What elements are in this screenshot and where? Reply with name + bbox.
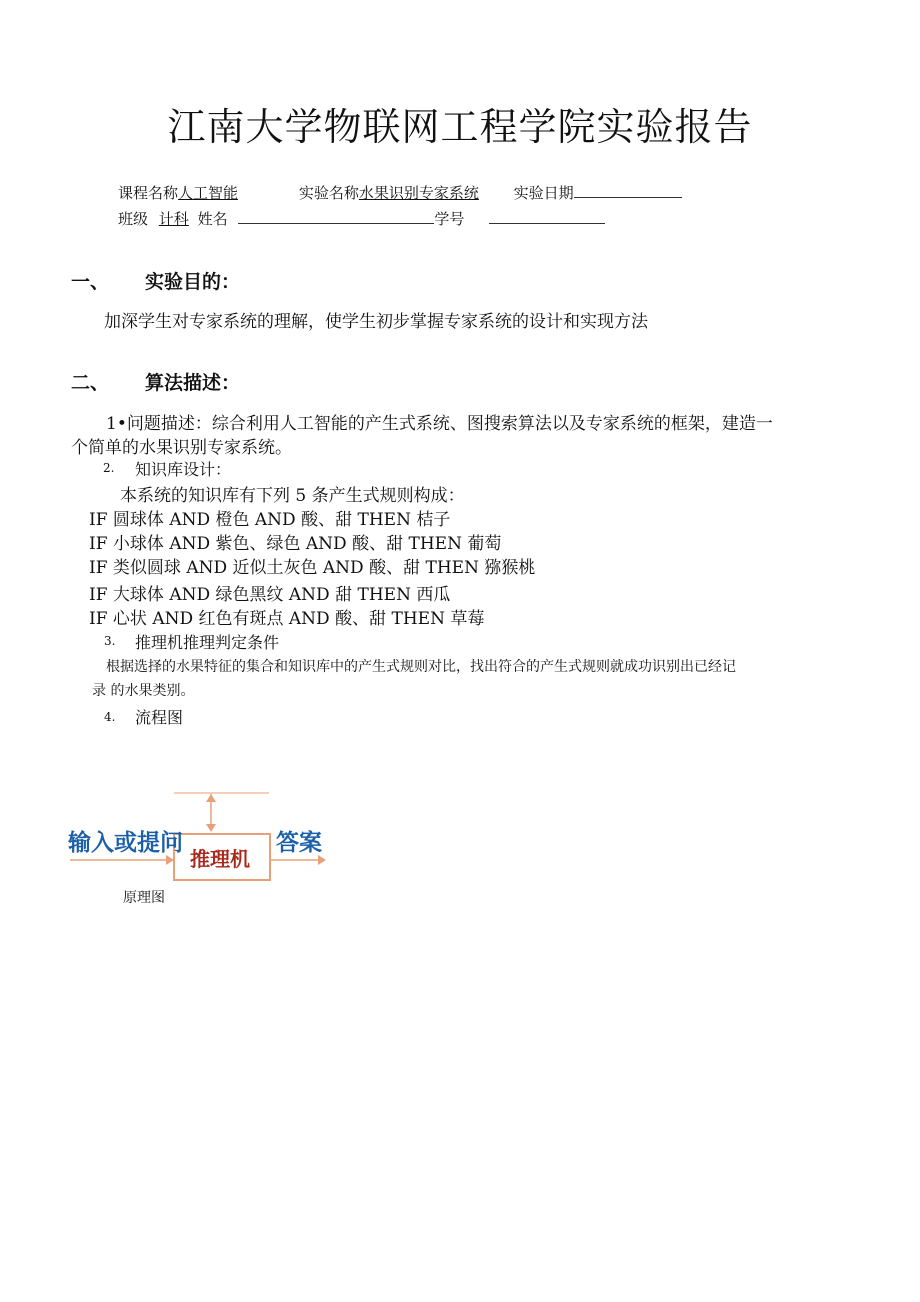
item3-label: 推理机推理判定条件 bbox=[135, 633, 280, 652]
diagram-caption: 原理图 bbox=[123, 890, 165, 906]
experiment-value: 水果识别专家系统 bbox=[358, 184, 479, 202]
meta-row-1 bbox=[118, 182, 682, 203]
rule-2: IF 小球体 AND 紫色、绿色 AND 酸、甜 THEN 葡萄 bbox=[89, 534, 502, 554]
date-blank bbox=[574, 183, 682, 198]
down-arrow-head bbox=[206, 824, 216, 832]
rule-1: IF 圆球体 AND 橙色 AND 酸、甜 THEN 桔子 bbox=[89, 510, 451, 530]
student-id-blank bbox=[489, 209, 605, 224]
kb-intro: 本系统的知识库有下列 5 条产生式规则构成： bbox=[120, 486, 465, 506]
rule-4: IF 大球体 AND 绿色黑纹 AND 甜 THEN 西瓜 bbox=[89, 585, 451, 605]
output-arrow-head bbox=[318, 855, 326, 865]
item1-line2: 个简单的水果识别专家系统。 bbox=[71, 438, 292, 458]
up-arrow-head bbox=[206, 794, 216, 802]
course-value: 人工智能 bbox=[178, 184, 239, 202]
item3-line2: 录 的水果类别。 bbox=[92, 683, 195, 699]
item4-number: 4. bbox=[104, 710, 116, 724]
item2-label: 知识库设计： bbox=[135, 460, 232, 479]
item3-number: 3. bbox=[104, 634, 116, 648]
class-value: 计科 bbox=[158, 210, 189, 228]
name-label: 姓名 bbox=[197, 210, 228, 228]
item4-label: 流程图 bbox=[135, 708, 184, 727]
section2-number: 二、 bbox=[71, 372, 110, 394]
name-blank bbox=[238, 209, 434, 224]
student-id-label: 学号 bbox=[434, 210, 465, 228]
input-label: 输入或提问 bbox=[68, 830, 183, 856]
section1-text: 加深学生对专家系统的理解，使学生初步掌握专家系统的设计和实现方法 bbox=[104, 312, 648, 332]
section1-title: 实验目的： bbox=[145, 271, 241, 293]
date-label: 实验日期 bbox=[513, 184, 574, 202]
rule-3: IF 类似圆球 AND 近似土灰色 AND 酸、甜 THEN 猕猴桃 bbox=[89, 558, 536, 578]
class-label: 班级 bbox=[118, 210, 149, 228]
page-title: 江南大学物联网工程学院实验报告 bbox=[167, 105, 753, 149]
section2-title: 算法描述： bbox=[145, 372, 241, 394]
item3-line1: 根据选择的水果特征的集合和知识库中的产生式规则对比，找出符合的产生式规则就成功识别出已经记 bbox=[106, 659, 736, 675]
meta-row-2 bbox=[118, 208, 605, 229]
section1-number: 一、 bbox=[71, 271, 110, 293]
principle-diagram bbox=[66, 786, 336, 890]
output-label: 答案 bbox=[276, 830, 322, 856]
engine-label: 推理机 bbox=[190, 847, 250, 871]
item2-number: 2. bbox=[103, 461, 115, 475]
course-label: 课程名称 bbox=[118, 184, 179, 202]
rule-5: IF 心状 AND 红色有斑点 AND 酸、甜 THEN 草莓 bbox=[89, 609, 485, 629]
input-arrow-head bbox=[166, 855, 174, 865]
item1-line1: 1•问题描述：综合利用人工智能的产生式系统、图搜索算法以及专家系统的框架，建造一 bbox=[106, 414, 773, 434]
experiment-label: 实验名称 bbox=[298, 184, 359, 202]
